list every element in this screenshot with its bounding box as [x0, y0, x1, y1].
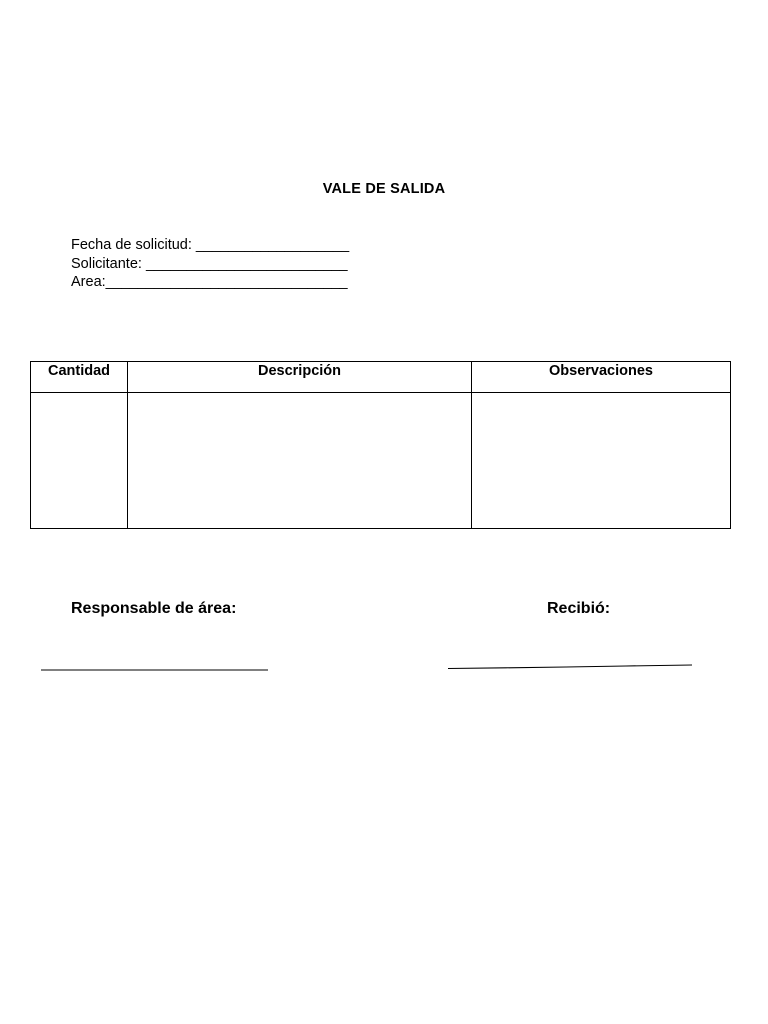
area-manager-signature-line	[40, 664, 270, 674]
description-column-header: Descripción	[128, 362, 472, 393]
observations-cell	[472, 393, 731, 529]
received-by-signature-line	[446, 660, 694, 672]
request-fields	[71, 236, 349, 292]
area-field: Area:______________________________	[71, 274, 348, 290]
quantity-column-header: Cantidad	[31, 362, 128, 393]
document-title: VALE DE SALIDA	[322, 181, 446, 197]
observations-column-header: Observaciones	[472, 362, 731, 393]
area-manager-label: Responsable de área:	[71, 600, 237, 617]
received-by-label: Recibió:	[547, 600, 611, 617]
requester-field: Solicitante: _________________________	[71, 255, 348, 272]
items-table	[30, 361, 731, 529]
table-row	[31, 393, 731, 529]
table-header-row	[31, 362, 731, 393]
description-cell	[128, 393, 472, 529]
quantity-cell	[31, 393, 128, 529]
request-date-field: Fecha de solicitud: ___________________	[71, 237, 350, 253]
